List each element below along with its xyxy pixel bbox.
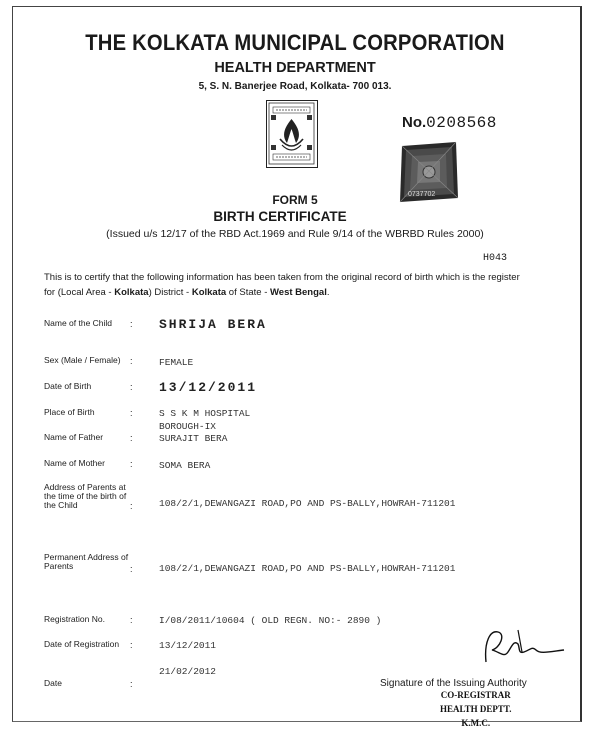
label-name-of-mother: Name of Mother <box>44 458 105 468</box>
value-place-of-birth-line1: S S K M HOSPITAL <box>159 408 251 419</box>
corporation-title: THE KOLKATA MUNICIPAL CORPORATION <box>85 30 505 55</box>
district: Kolkata <box>191 287 227 298</box>
certificate-number-prefix: No. <box>402 114 427 131</box>
colon: : <box>130 640 133 650</box>
hologram-code: 0737702 <box>408 191 436 198</box>
colon: : <box>130 459 133 469</box>
value-address-at-birth: 108/2/1,DEWANGAZI ROAD,PO AND PS-BALLY,HOWRAH-711201 <box>159 498 456 509</box>
stamp-line-1: CO-REGISTRAR <box>440 690 511 700</box>
certify-line-2: for (Local Area - Kolkata) District - Kolkata of State - West Bengal. <box>44 287 330 298</box>
colon: : <box>130 679 133 689</box>
certify-line-1: This is to certify that the following information has been taken from the original record of birth which is the register <box>44 272 520 283</box>
department-name: HEALTH DEPARTMENT <box>214 60 376 76</box>
department-address: 5, S. N. Banerjee Road, Kolkata- 700 013. <box>198 81 392 92</box>
label-registration-no: Registration No. <box>44 614 105 624</box>
value-permanent-address: 108/2/1,DEWANGAZI ROAD,PO AND PS-BALLY,HOWRAH-711201 <box>159 563 456 574</box>
form-code: H043 <box>483 253 508 264</box>
value-registration-no: I/08/2011/10604 ( OLD REGN. NO:- 2890 ) <box>159 615 382 626</box>
label-date-of-birth: Date of Birth <box>44 381 92 391</box>
value-name-of-child: SHRIJA BERA <box>159 317 267 332</box>
colon: : <box>130 564 133 574</box>
value-name-of-mother: SOMA BERA <box>159 460 211 471</box>
colon: : <box>130 408 133 418</box>
stamp-line-3: K.M.C. <box>461 718 491 728</box>
label-name-of-child: Name of the Child <box>44 318 113 328</box>
colon: : <box>130 356 133 366</box>
label-sex: Sex (Male / Female) <box>44 355 121 365</box>
state: West Bengal <box>270 287 327 298</box>
colon: : <box>130 319 133 329</box>
value-name-of-father: SURAJIT BERA <box>159 433 228 444</box>
colon: : <box>130 615 133 625</box>
stamp-line-2: HEALTH DEPTT. <box>440 704 512 714</box>
issued-under-text: (Issued u/s 12/17 of the RBD Act.1969 and Rule 9/14 of the WBRBD Rules 2000) <box>106 228 484 240</box>
form-name: FORM 5 <box>272 193 318 207</box>
label-permanent-address: Permanent Address of Parents <box>44 552 129 571</box>
local-area: Kolkata <box>114 287 149 298</box>
handwritten-signature <box>478 622 568 672</box>
label-place-of-birth: Place of Birth <box>44 407 95 417</box>
value-date: 21/02/2012 <box>159 666 217 677</box>
certificate-number <box>402 114 497 132</box>
label-address-at-birth: Address of Parents at the time of the birth of the Child <box>44 482 127 510</box>
value-sex: FEMALE <box>159 357 194 368</box>
certification-statement <box>44 270 520 300</box>
official-stamp <box>440 688 512 730</box>
label-date: Date <box>44 678 62 688</box>
value-date-of-birth: 13/12/2011 <box>159 380 258 395</box>
colon: : <box>130 433 133 443</box>
label-name-of-father: Name of Father <box>44 432 104 442</box>
value-place-of-birth-line2: BOROUGH-IX <box>159 421 217 432</box>
colon: : <box>130 382 133 392</box>
kmc-emblem-icon <box>266 100 318 168</box>
certificate-number-value: 0208568 <box>426 114 497 132</box>
signature-label: Signature of the Issuing Authority <box>380 678 527 689</box>
colon: : <box>130 501 133 511</box>
label-date-of-registration: Date of Registration <box>44 639 120 649</box>
value-date-of-registration: 13/12/2011 <box>159 640 217 651</box>
certificate-title: BIRTH CERTIFICATE <box>213 209 347 224</box>
